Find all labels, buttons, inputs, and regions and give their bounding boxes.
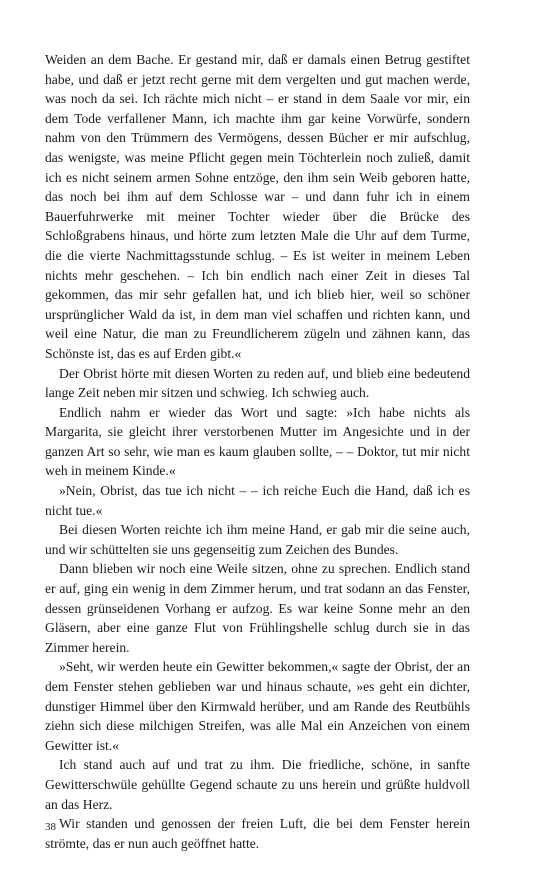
paragraph: Bei diesen Worten reichte ich ihm meine Hand, er gab mir die seine auch, und wir schüttelten sie uns gegenseitig zum Zeichen des Bundes. bbox=[45, 522, 470, 557]
paragraph: Wir standen und genossen der freien Luft, die bei dem Fenster herein strömte, das er nun auch geöffnet hatte. bbox=[45, 816, 470, 851]
page-body bbox=[45, 50, 470, 853]
page-number: 38 bbox=[45, 821, 56, 833]
paragraph: Weiden an dem Bache. Er gestand mir, daß er damals einen Betrug gestiftet habe, und daß er jetzt recht gerne mit dem vergelten und gut machen werde, was noch da sei. Ich rächte mich nicht – er stand in dem Saale vor mir, ein dem Tode verfallener Mann, ich machte ihm gar keine Vorwürfe, sondern nahm von den Trümmern des Vermögens, dessen Bücher er mir aufschlug, das wenigste, was meine Pflicht gegen mein Töchterlein noch zuließ, damit ich es nicht seinem armen Sohne entzöge, den ihm sein Weib geboren hatte, das noch bei ihm auf dem Schlosse war – und dann fuhr ich in einem Bauerfuhrwerke mit meiner Tochter wieder über die Brücke des Schloßgrabens hinaus, und hörte zum letzten Male die Uhr auf dem Turme, die die vierte Nachmittagsstunde schlug. – Es ist weiter in meinem Leben nichts mehr geschehen. – Ich bin endlich nach einer Zeit in dieses Tal gekommen, das mir sehr gefallen hat, und ich blieb hier, weil so schöner ursprünglicher Wald da ist, in dem man viel schaffen und richten kann, und weil eine Natur, die man zu Freundlicherem zügeln und zähnen kann, das Schönste ist, das es auf Erden gibt.« bbox=[45, 52, 470, 361]
paragraph: Endlich nahm er wieder das Wort und sagte: »Ich habe nichts als Margarita, sie gleicht ihrer verstorbenen Mutter im Angesichte und in der ganzen Art so sehr, wie man es kaum glauben sollte, – – Doktor, tut mir nicht weh in meinem Kinde.« bbox=[45, 404, 470, 479]
paragraph: Dann blieben wir noch eine Weile sitzen, ohne zu sprechen. Endlich stand er auf, ging ein wenig in dem Zimmer herum, und trat sodann an das Fenster, dessen grünseidenen Vorhang er aufzog. Es war keine Sonne mehr an den Gläsern, aber eine ganze Flut von Frühlingshelle schlug durch sie in das Zimmer herein. bbox=[45, 561, 470, 655]
paragraph: Ich stand auch auf und trat zu ihm. Die friedliche, schöne, in sanfte Gewitterschwüle gehüllte Gegend schaute zu uns herein und grüßte huldvoll an das Herz. bbox=[45, 757, 470, 812]
paragraph: »Seht, wir werden heute ein Gewitter bekommen,« sagte der Obrist, der an dem Fenster stehen geblieben war und hinaus schaute, »es geht ein dichter, dunstiger Himmel über den Kirmwald herüber, und am Rande des Reutbühls ziehn sich diese milchigen Streifen, was alle Mal ein Anzeichen von einem Gewitter ist.« bbox=[45, 659, 470, 753]
paragraph: »Nein, Obrist, das tue ich nicht – – ich reiche Euch die Hand, daß ich es nicht tue.« bbox=[45, 483, 470, 518]
paragraph: Der Obrist hörte mit diesen Worten zu reden auf, und blieb eine bedeutend lange Zeit neben mir sitzen und schwieg. Ich schwieg auch. bbox=[45, 365, 470, 401]
